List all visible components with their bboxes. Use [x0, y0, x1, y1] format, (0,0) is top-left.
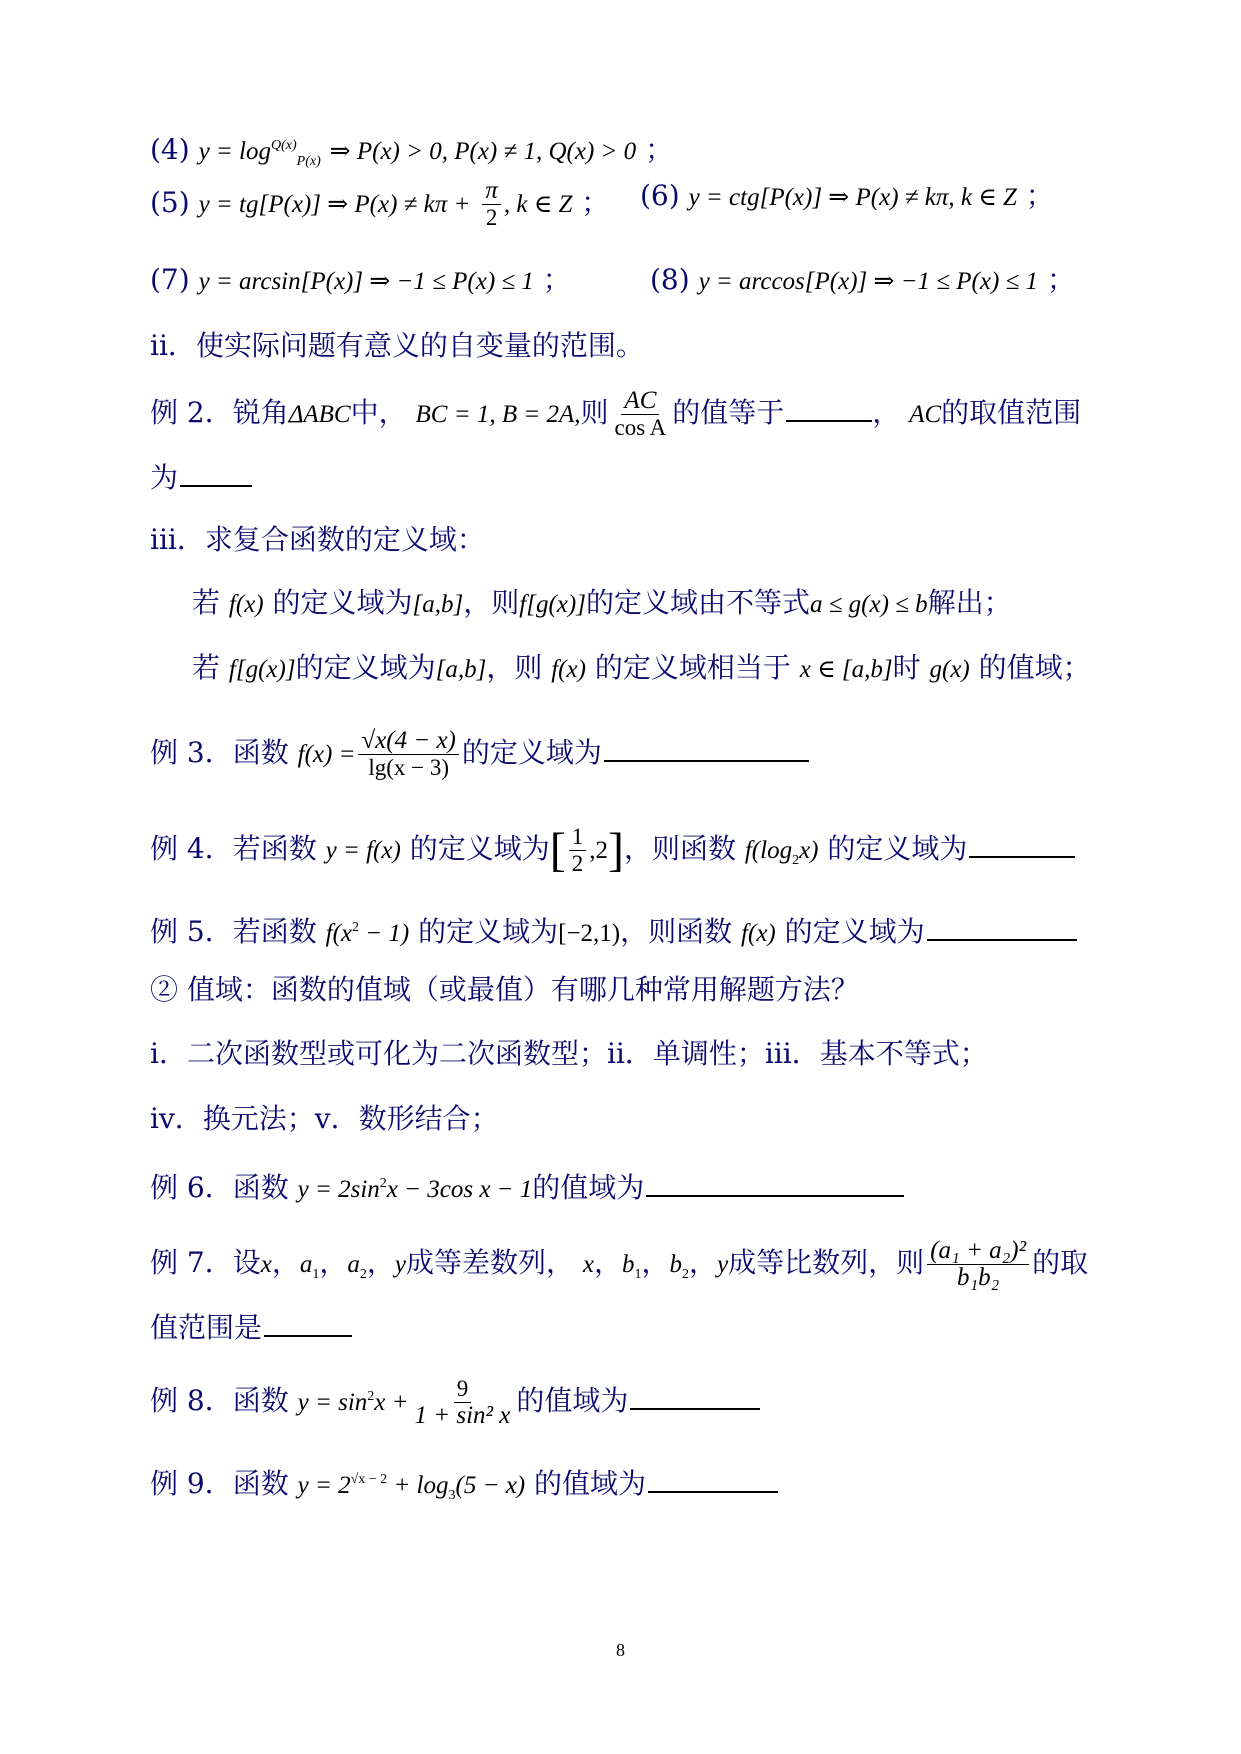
item-tag: (8): [650, 263, 690, 296]
text: ，则函数: [623, 832, 736, 865]
text: 的定义域为: [295, 651, 436, 684]
nine-fraction: [412, 1376, 514, 1429]
text: 的定义域由不等式: [585, 586, 810, 619]
frac-den: 2: [485, 205, 498, 230]
answer-blank: [180, 484, 252, 487]
text: 的值等于: [672, 396, 785, 429]
text: 的定义域为: [461, 736, 602, 769]
text: 的值域为: [532, 1171, 645, 1204]
text: 的定义域为: [784, 915, 925, 948]
math: x +: [374, 1389, 409, 1416]
text: 的定义域为: [272, 586, 413, 619]
example-3: [150, 728, 809, 781]
log-sup: Q(x): [271, 138, 297, 153]
text: 若: [192, 651, 221, 684]
one-half: [569, 824, 587, 877]
ratio-fraction: [927, 1238, 1029, 1291]
ac-over-cosa: [612, 388, 670, 441]
condition-arccos: [650, 262, 1075, 300]
frac-den: lg(x − 3): [368, 755, 449, 780]
math: − 1): [359, 920, 410, 947]
example-9: [150, 1462, 778, 1514]
math: + log: [387, 1472, 449, 1499]
ex-label: 例 9．函数: [150, 1467, 289, 1500]
log-sub: P(x): [296, 154, 321, 169]
example-2: [150, 388, 1081, 441]
frac-den: b₁b₂: [956, 1264, 1000, 1291]
subscript: 2: [359, 1267, 367, 1282]
text: 的定义域相当于: [594, 651, 791, 684]
text: ，则函数: [620, 915, 733, 948]
arcsin-formula: y = arcsin[P(x)] ⇒ −1 ≤ P(x) ≤ 1: [198, 268, 534, 295]
text: 成等差数列，: [405, 1246, 574, 1279]
pi-over-2: [482, 178, 501, 231]
condition-log: [150, 128, 673, 180]
text: iv．换元法；v．数形结合；: [150, 1102, 499, 1135]
math: f(x): [228, 591, 264, 618]
sqrt-over-lg: [358, 728, 458, 781]
right-bracket: ]: [607, 823, 624, 877]
frac-den: 1 + sin² x: [414, 1402, 511, 1429]
math: f[g(x)]: [519, 591, 586, 618]
math: (5 − x): [455, 1472, 526, 1499]
example-6: [150, 1166, 904, 1208]
answer-blank: [969, 855, 1075, 858]
frac-den: cos A: [614, 415, 667, 440]
methods-line-2: [150, 1101, 499, 1137]
text: ，: [271, 1246, 300, 1279]
condition-arcsin: [150, 262, 571, 300]
example-5: [150, 910, 1077, 952]
math: f(x: [325, 920, 352, 947]
math: x): [799, 837, 819, 864]
math: a: [299, 1251, 313, 1278]
exponent: 2: [352, 920, 359, 935]
log-base: 2: [792, 853, 800, 868]
page-number: 8: [616, 1640, 625, 1660]
item-tag: (6): [640, 179, 680, 212]
math: y = 2sin: [297, 1176, 380, 1203]
item-tag: (5): [150, 186, 190, 219]
math: y: [717, 1251, 729, 1278]
subscript: 2: [682, 1267, 690, 1282]
answer-blank: [786, 419, 872, 422]
example-4: [150, 824, 1075, 879]
text: 值范围是: [150, 1311, 263, 1344]
left-bracket: [: [549, 823, 566, 877]
text: 为: [150, 461, 179, 494]
section-heading: ② 值域：函数的值域（或最值）有哪几种常用解题方法？: [150, 973, 859, 1006]
math: y = 2: [297, 1472, 351, 1499]
punct: ；: [645, 133, 674, 166]
text: 的定义域为: [409, 832, 550, 865]
log-rest: ⇒ P(x) > 0, P(x) ≠ 1, Q(x) > 0: [329, 138, 637, 165]
ex-label: 例 8．函数: [150, 1384, 289, 1417]
math: x − 3cos x − 1: [386, 1176, 533, 1203]
math: x: [582, 1251, 595, 1278]
condition-ctg: [640, 178, 1054, 216]
tg-formula: y = tg[P(x)] ⇒ P(x) ≠ kπ +: [198, 191, 471, 218]
punct: ；: [1046, 263, 1075, 296]
frac-num: √x(4 − x): [358, 728, 458, 755]
text: ，: [641, 1246, 670, 1279]
text: ，: [319, 1246, 348, 1279]
math: x: [260, 1251, 272, 1278]
subscript: 1: [312, 1267, 320, 1282]
section-heading: iii．求复合函数的定义域：: [150, 523, 485, 556]
frac-num: π: [482, 178, 501, 205]
exponent: √x − 2: [350, 1472, 388, 1487]
math: b: [622, 1251, 635, 1278]
range-heading: [150, 972, 859, 1008]
example-8: [150, 1376, 760, 1429]
example-7: [150, 1238, 1088, 1293]
rule-1: [192, 585, 1012, 623]
math: [a,b]: [435, 656, 487, 683]
answer-blank: [630, 1407, 760, 1410]
answer-blank: [604, 759, 809, 762]
math: a: [347, 1251, 360, 1278]
math: [a,b]: [412, 591, 464, 618]
text: ，: [366, 1246, 395, 1279]
text: 解出；: [927, 586, 1012, 619]
item-tag: (4): [150, 133, 190, 166]
answer-blank: [646, 1194, 904, 1197]
rule-2: [192, 650, 1091, 688]
section-heading: ii．使实际问题有意义的自变量的范围。: [150, 329, 644, 362]
punct: ；: [1025, 179, 1054, 212]
math: y = sin: [297, 1389, 368, 1416]
math: b: [669, 1251, 683, 1278]
ex-label: 例 2．锐角: [150, 396, 289, 429]
text: ，: [594, 1246, 623, 1279]
frac-num: AC: [621, 388, 659, 415]
math: [−2,1): [558, 920, 621, 947]
condition-tg: [150, 178, 609, 231]
text: 的值域为: [534, 1467, 647, 1500]
answer-blank: [264, 1334, 352, 1337]
text: 的值域；: [978, 651, 1091, 684]
text: ，则: [486, 651, 543, 684]
text: 的值域为: [516, 1384, 629, 1417]
exponent: 2: [367, 1389, 375, 1404]
log-formula: y = log: [198, 138, 271, 165]
text: 的定义域为: [418, 915, 559, 948]
section-ii: [150, 328, 644, 364]
methods-line-1: [150, 1036, 988, 1072]
math: a ≤ g(x) ≤ b: [809, 591, 928, 618]
math: x ∈ [a,b]: [799, 656, 893, 683]
text: 成等比数列，则: [728, 1246, 925, 1279]
math: y: [394, 1251, 406, 1278]
math: AC: [909, 401, 942, 428]
ex-label: 例 3．函数: [150, 736, 289, 769]
text: ，则: [463, 586, 520, 619]
ex-label: 例 6．函数: [150, 1171, 289, 1204]
tg-rest: , k ∈ Z: [503, 191, 573, 218]
ex-label: 例 7．设: [150, 1246, 261, 1279]
section-iii: [150, 522, 485, 558]
math: f(x) =: [297, 741, 356, 768]
answer-blank: [927, 938, 1077, 941]
text: 中，: [350, 396, 407, 429]
frac-num: 9: [454, 1376, 472, 1403]
ex-label: 例 5．若函数: [150, 915, 317, 948]
math: f(x): [551, 656, 586, 683]
example-7-cont: [150, 1310, 352, 1346]
text: 则: [580, 396, 609, 429]
text: 的取: [1032, 1246, 1089, 1279]
text: i．二次函数型或可化为二次函数型；ii．单调性；iii．基本不等式；: [150, 1037, 988, 1070]
math: y = f(x): [325, 837, 401, 864]
math: ΔABC: [288, 401, 351, 428]
math: g(x): [929, 656, 970, 683]
text: ，: [872, 396, 901, 429]
arccos-formula: y = arccos[P(x)] ⇒ −1 ≤ P(x) ≤ 1: [698, 268, 1039, 295]
math: f(x): [741, 920, 776, 947]
text: ，: [689, 1246, 718, 1279]
math: f(log: [744, 837, 793, 864]
math: f[g(x)]: [228, 656, 296, 683]
frac-num: 1: [569, 824, 587, 851]
math: ,2: [589, 837, 608, 864]
frac-den: 2: [571, 851, 584, 876]
text: 若: [192, 586, 221, 619]
text: 时: [892, 651, 921, 684]
punct: ；: [542, 263, 571, 296]
frac-num: (a₁ + a₂)²: [927, 1238, 1029, 1265]
punct: ；: [581, 186, 610, 219]
ex-label: 例 4．若函数: [150, 832, 317, 865]
log-base: 3: [448, 1488, 456, 1503]
answer-blank: [648, 1490, 778, 1493]
subscript: 1: [634, 1267, 642, 1282]
text: 的定义域为: [827, 832, 968, 865]
text: 的取值范围: [941, 396, 1082, 429]
exponent: 2: [379, 1176, 387, 1191]
item-tag: (7): [150, 263, 190, 296]
math: BC = 1, B = 2A,: [415, 401, 581, 428]
example-2-cont: [150, 460, 252, 496]
ctg-formula: y = ctg[P(x)] ⇒ P(x) ≠ kπ, k ∈ Z: [688, 184, 1017, 211]
